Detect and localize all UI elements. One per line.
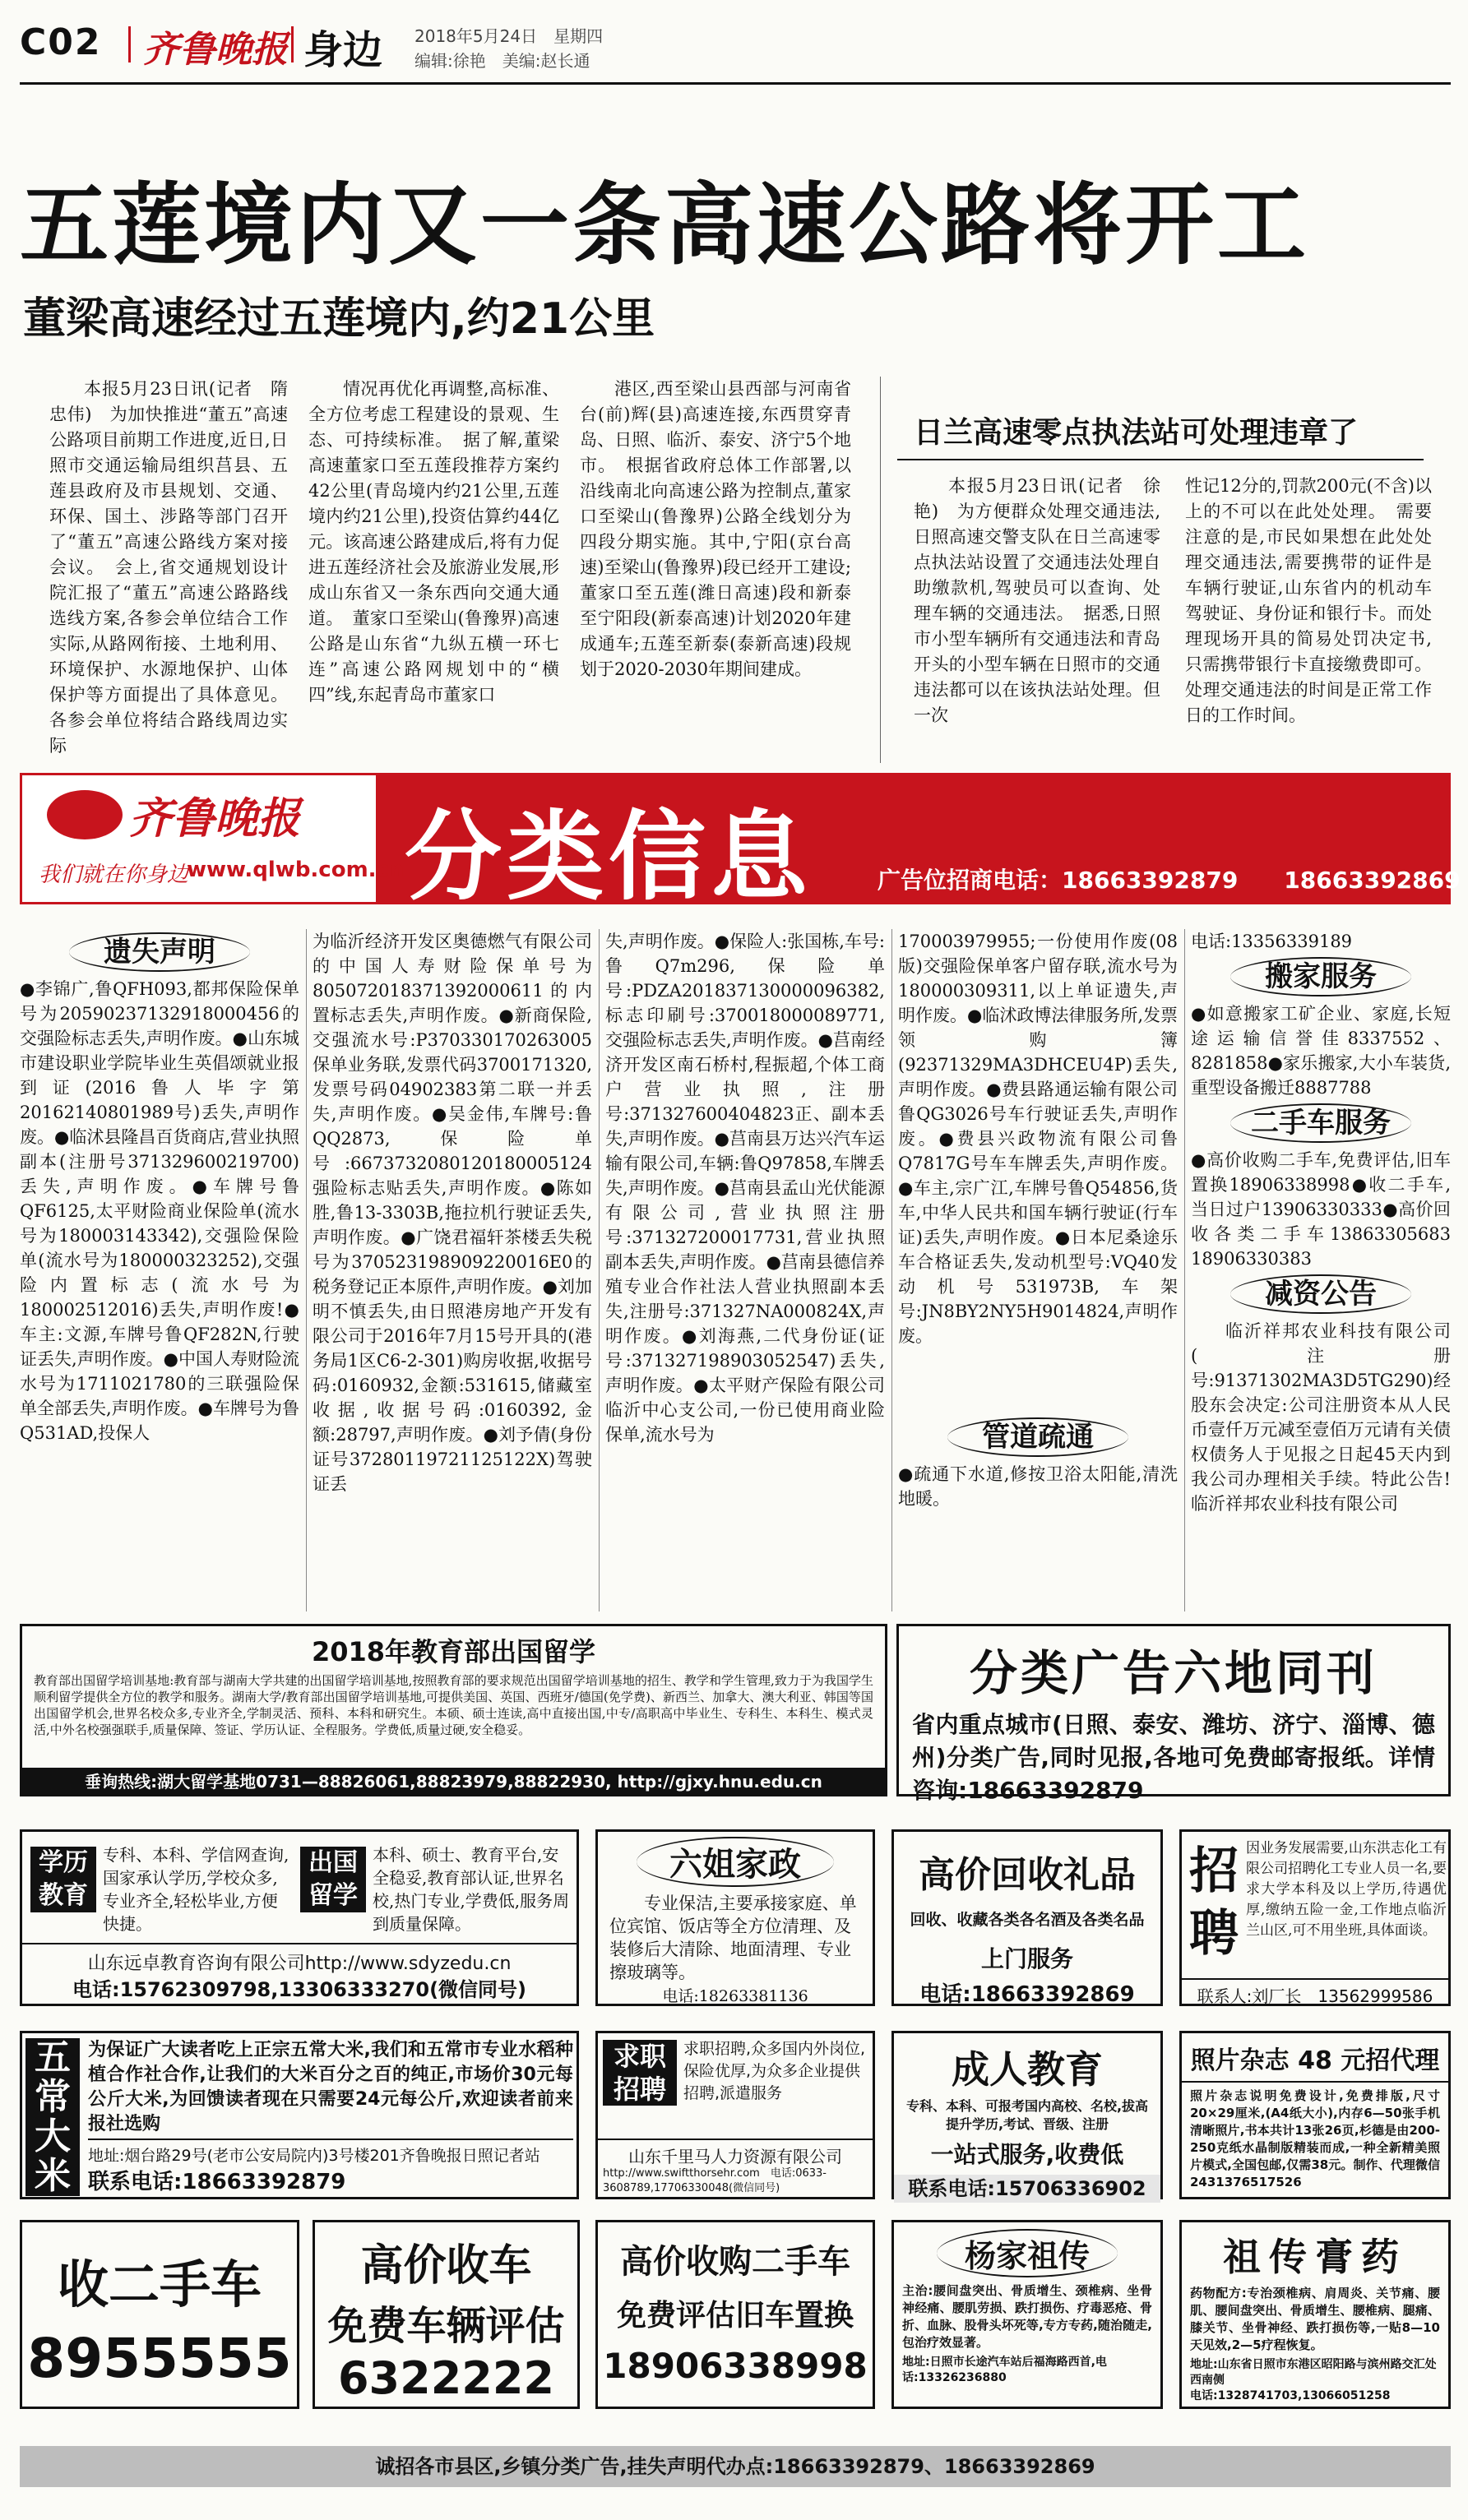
rice-tag: 五常大米 bbox=[25, 2038, 80, 2196]
column-divider bbox=[306, 929, 307, 1611]
issue-date: 2018年5月24日 星期四 bbox=[414, 26, 604, 46]
ad-six-cities bbox=[896, 1624, 1451, 1804]
study-body: 教育部出国留学培训基地:教育部与湖南大学共建的出国留学培训基地,按照教育部的要求规范出国留学培训基地的招生、教学和学生管理,致力于为我国学生顺利留学提供全方位的教学和服务。湖南大学/教育部出国留学培训基地,可提供美国、英国、西班牙/德国(免学费)、新西兰、加拿大、澳大利亚、韩国等国出国留学机会,世界名校众多,专业齐全,学制灵活、预科、本科和研究生。本硕、硕士连读,高中直接出国,中专/高职高中毕业生、专科生、本科生、模式灵活,中外名校强强联手,质量保障、签证、学历认证、全程服务。学费低,质量过硬,安全稳妥。 bbox=[34, 1673, 873, 1737]
classified-column-4 bbox=[898, 929, 1178, 1611]
page-header bbox=[20, 18, 1451, 72]
plaster-text: 药物配方:专治颈椎病、肩周炎、关节痛、腰肌、腰间盘突出、骨质增生、腰椎病、腿痛、膝关节、坐骨神经、跌打损伤等,一贴8—10天见效,2—5疗程恢复。 bbox=[1190, 2286, 1440, 2352]
job-contact: http://www.swiftthorsehr.com 电话:0633-3608789,17706330048(微信同号) bbox=[603, 2167, 827, 2194]
ad-used-car-1 bbox=[20, 2220, 299, 2409]
car1-line-1: 收二手车 bbox=[57, 2254, 262, 2314]
classified-column-1 bbox=[20, 929, 299, 1611]
ad-education bbox=[20, 1829, 579, 2006]
housekeeping-text: 专业保洁,主要承接家庭、单位宾馆、饭店等全方位清理、及装修后大清除、地面清理、专业擦玻璃等。 bbox=[609, 1893, 857, 1982]
car1-phone: 8955555 bbox=[27, 2327, 292, 2390]
ad-gift-recycle bbox=[891, 1829, 1163, 2006]
capital-text: 临沂祥邦农业科技有限公司(注册号:91371302MA3D5TG290)经股东会决定:公司注册资本从人民币壹仟万元减至壹佰万元请有关债权债务人于见报之日起45天内到我公司办理相关手续。特此公告!临沂祥邦农业科技有限公司 bbox=[1191, 1321, 1451, 1514]
sidebar-column-2: 性记12分的,罚款200元(不含)以上的不可以在此处处理。 需要注意的是,市民如果想在此处处理交通违法,需要携带的证件是车辆行驶证,山东省内的机动车驾驶证、身份证和银行卡。而处理现场开具的简易处罚决定书,只需携带银行卡直接缴费即可。处理交通违法的时间是正常工作日的工作时间。 bbox=[1185, 476, 1432, 725]
classified-column-2: 为临沂经济开发区奥德燃气有限公司的中国人寿财险保单号为805072018371392000611的内置标志丢失,声明作废。●新商保险,交强流水号:P37033017026300​5保单业务联,发票代码3700171320,发票号码04902383第二联一并丢失,声明作废。●吴金伟,车牌号:鲁QQ2873,保险单号:667373208012018000512​4强险标志贴丢失,声明作废。●陈如胜,鲁13-3303B,拖拉机行驶证丢失,声明作废。●广饶君福轩茶楼丢失税号为370523198909220016E0的税务登记正本原件,声明作废。●刘加明不慎丢失,由日照港房地产开发有限公司于2016年7月15号开具的(港务局1区C6-2-301)购房收据,收据号码:0160932,金额:531615,储藏室收据,收据号码:0160392,金额:28797,声明作废。●刘予倩(身份证号372801197211251​22X)驾驶证丢 bbox=[313, 932, 592, 1494]
adult-text: 专科、本科、可报考国内高校、名校,拔高提升学历,考试、晋级、注册 bbox=[905, 2098, 1149, 2132]
column-divider bbox=[599, 929, 600, 1611]
gift-phone: 电话:18663392869 bbox=[919, 1982, 1135, 2007]
classified-column-5 bbox=[1191, 929, 1468, 1611]
column-divider bbox=[891, 929, 892, 1611]
photo-title: 照片杂志 48 元招代理 bbox=[1182, 2040, 1448, 2083]
adult-phone: 联系电话:15706336902 bbox=[894, 2175, 1160, 2203]
gift-service: 上门服务 bbox=[980, 1945, 1073, 1972]
article-headline: 五莲境内又一条高速公路将开工 bbox=[20, 174, 1310, 277]
plaster-phone: 电话:13287417​03,13066051258 bbox=[1190, 2389, 1391, 2402]
ad-photo-magazine bbox=[1179, 2031, 1451, 2199]
header-divider bbox=[128, 26, 131, 62]
lost-list-4: 170003979955;一份使用作废(08版)交强险保单客户留存联,流水号为180000309311,以上单证遗失,声明作废。●临沭政博法律服务所,发票领购簿(92371329MA3DHCEU4P)丢失,声明作废。●费县路通运输有限公司鲁QG3026号车行驶证丢失,声明作废。●费县兴政物流有限公司鲁Q7817G号车车牌丢失,声明作废。●车主,宗广江,车牌号鲁Q54856,货车,中华人民共和国车辆行驶证(行车证)丢失,声明作废。●日本尼桑途乐车合格证丢失,发动机型号:VQ40发动机号531973B,车架号:JN8BY2NY5H9014824,声明作废。 bbox=[898, 932, 1178, 1346]
section-name: 身边 bbox=[303, 27, 383, 73]
yang-title: 杨家祖传 bbox=[937, 2229, 1118, 2277]
edu-tag-1: 学历教育 bbox=[30, 1847, 96, 1912]
photo-text: 照片杂志说明免费设计,免费排版,尺寸20×29厘米,(A4纸大小),内存6—50张手机清晰照片,书本共计13张26页,杉德是由200-250克纸水晶制版精装而成,一种全新精美照片模式,全国包邮,仅需38元。制作、代理微信2431376517526 bbox=[1190, 2088, 1440, 2189]
article-column-3: 港区,西至梁山县西部与河南省台(前)辉(县)高速连接,东西贯穿青岛、日照、临沂、泰安、济宁5个地市。 根据省政府总体工作部署,以沿线南北向高速公路为控制点,董家口至梁山(鲁豫界)公路全线划分为四段分期实施。其中,宁阳(京台高速)至梁山(鲁豫界)段已经开工建设;董家口至五莲(潍日高速)段和新泰至宁阳段(新泰高速)计划2020年建成通车;五莲至新泰(泰新高速)段规划于2020-2030年期间建成。 bbox=[580, 379, 851, 679]
page-number: C02 bbox=[20, 21, 102, 63]
study-hotline: 垂询热线:湖大留学基地0731—88826061,88823979,88822930, http://gjxy.hnu.edu.cn bbox=[22, 1768, 885, 1796]
header-rule bbox=[20, 82, 1451, 85]
edu-company: 山东远卓教育咨询有限公司http://www.sdyzedu.cn bbox=[22, 1943, 577, 1975]
column-divider bbox=[1184, 929, 1185, 1611]
sidebar-box bbox=[880, 377, 1451, 763]
banner-url: www.qlwb.com.cn bbox=[187, 858, 405, 882]
ad-housekeeping bbox=[595, 1829, 875, 2006]
article-column-2: 情况再优化再调整,高标准、全方位考虑工程建设的景观、生态、可持续标准。 据了解,董梁高速董家口至五莲段推荐方案约42公里(青岛境内约21公里,五莲境内约21公里),投资估算约44亿元。该高速公路建成后,将有力促进五莲经济社会及旅游业发展,形成山东省又一条东西向交通大通道。 董家口至梁山(鲁豫界)高速公路是山东省“九纵五横一环七连”高速公路网规划中的“横四”线,东起青岛市董家口 bbox=[308, 379, 559, 705]
ad-plaster bbox=[1179, 2220, 1451, 2409]
plaster-address: 地址:山东省日照市东港区昭阳路与滨州路交汇处西南侧 bbox=[1190, 2358, 1437, 2387]
move-text: ●如意搬家工矿企业、家庭,长短途运输信誉佳8337552、8281858●家乐搬家,大小车装货,重型设备搬迁8887788 bbox=[1191, 1004, 1451, 1098]
article-subhead: 董梁高速经过五莲境内,约21公里 bbox=[23, 294, 655, 344]
footer-bar: 诚招各市县区,乡镇分类广告,挂失声明代办点:18663392879、18663392869 bbox=[20, 2446, 1451, 2487]
job-tag: 求职招聘 bbox=[603, 2040, 677, 2106]
used-car-text: ●高价收购二手车,免费评估,旧车置换18906338998●收二手车,当日过户13906330333●高价回收各类二手车13863305683 18906330383 bbox=[1191, 1150, 1468, 1269]
drain-text: ●疏通下水道,修按卫浴太阳能,清洗地暖。 bbox=[898, 1464, 1178, 1509]
logo-emblem-icon bbox=[47, 790, 123, 839]
car2-line-2: 免费车辆评估 bbox=[327, 2303, 565, 2349]
six-title: 分类广告六地同刊 bbox=[969, 1645, 1378, 1701]
used-car-title: 二手车服务 bbox=[1230, 1103, 1411, 1143]
banner-title: 分类信息 bbox=[405, 800, 813, 913]
move-title: 搬家服务 bbox=[1230, 957, 1411, 996]
ad-recruit bbox=[1179, 1829, 1451, 2006]
editor-credits: 编辑:徐艳 美编:赵长通 bbox=[414, 51, 590, 71]
plaster-title: 祖传膏药 bbox=[1223, 2235, 1407, 2279]
housekeeping-title: 六姐家政 bbox=[637, 1837, 834, 1887]
ad-used-car-3 bbox=[595, 2220, 875, 2409]
move-phone: 电话:13356339189 bbox=[1191, 932, 1353, 951]
car3-line-2: 免费评估旧车置换 bbox=[616, 2299, 854, 2333]
rice-address: 地址:烟台路29号(老市公安局院内)3号楼201齐鲁晚报日照记者站 bbox=[88, 2139, 573, 2166]
edu-phone: 电话:15762309798,13306333270(微信同号) bbox=[72, 1978, 527, 2001]
recruit-text: 因业务发展需要,山东洪志化工有限公司招聘化工专业人员一名,要求大学本科及以上学历,待遇优厚,缴纳五险一金,工作地点临沂兰山区,可不用坐班,具体面谈。 bbox=[1246, 1840, 1447, 1939]
sidebar-column-1: 本报5月23日讯(记者 徐艳) 为方便群众处理交通违法,日照高速交警支队在日兰高速零点执法站设置了交通违法处理自助缴款机,驾驶员可以查询、处理车辆的交通违法。 据悉,日照市小型车辆所有交通违法和青岛开头的小型车辆在日照市的交通违法都可以在该执法站处理。但一次 bbox=[914, 476, 1160, 725]
ad-yang-family bbox=[891, 2220, 1163, 2409]
ad-wuchang-rice bbox=[20, 2031, 579, 2199]
banner-slogan: 我们就在你身边 bbox=[39, 862, 189, 887]
study-title: 2018年教育部出国留学 bbox=[311, 1636, 596, 1667]
adult-title: 成人教育 bbox=[952, 2047, 1103, 2092]
recruit-tag: 招聘 bbox=[1189, 1843, 1239, 1963]
sidebar-rule bbox=[897, 459, 1424, 460]
newspaper-logo: 齐鲁晚报 bbox=[143, 29, 288, 71]
adult-line: 一站式服务,收费低 bbox=[930, 2141, 1124, 2168]
car2-phone: 6322222 bbox=[337, 2352, 554, 2404]
six-body: 省内重点城市(日照、泰安、潍坊、济宁、淄博、德州)分类广告,同时见报,各地可免费邮寄报纸。详情咨询:18663392879 bbox=[912, 1711, 1435, 1804]
banner-logo: 齐鲁晚报 bbox=[129, 793, 301, 844]
ad-used-car-2 bbox=[313, 2220, 580, 2409]
sidebar-title: 日兰高速零点执法站可处理违章了 bbox=[914, 416, 1359, 450]
classified-column-3: 失,声明作废。●保险人:张国栋,车号:鲁Q7m296,保险单号:PDZA201837130000096382,标志印刷号:370018000089771,交强险标志丢失,声明作废。●莒南经济开发区南石桥村,程振超,个体工商户营业执照,注册号:371327600404823正、副本丢失,声明作废。●莒南县万达兴汽车运输有限公司,车辆:鲁Q97858,车牌丢失,声明作废。●莒南县孟山光伏能源有限公司,营业执照注册号:371327200017731,营业执照副本丢失,声明作废。●莒南县德信养殖专业合作社法人营业执照副本丢失,注册号:371327NA000824X,声明作废。●刘海燕,二代身份证(证号:371327198903052547)丢失,声明作废。●太平财产保险有限公司临沂中心支公司,一份已使用商业险保单,流水号为 bbox=[605, 932, 885, 1445]
ad-adult-education bbox=[891, 2031, 1163, 2199]
recruit-contact: 联系人:刘厂长 13562999586 bbox=[1182, 1978, 1448, 2007]
job-company: 山东千里马人力资源有限公司 bbox=[598, 2139, 873, 2167]
lost-list-1: ●李锦广,鲁QFH093,都邦保险保单号为205902371329180004​56的交强险标志丢失,声明作废。●山东城市建设职业学院毕业生英倡颂就业报到证(2016鲁人毕字第20162140801989号)丢失,声明作废。●临沭县隆昌百货商店,营业执照副本(注册号371329600219700)丢失,声明作废。●车牌号鲁QF6125,太平财险商业保险单(流水号为180003143342),交强险保险单(流水号为180000323252),交强险内置标志(流水号为18000251201​6)丢失,声明作废!●车主:文源,车牌号鲁QF282N,行驶证丢失,声明作废。●中国人寿财险流水号为1711021780的三联强险保单全部丢失,声明作废。●车牌号为鲁Q531AD,投保人 bbox=[20, 979, 299, 1443]
article-column-1: 本报5月23日讯(记者 隋忠伟) 为加快推进“董五”高速公路项目前期工作进度,近日,日照市交通运输局组织莒县、五莲县政府及市县规划、交通、环保、国土、涉路等部门召开了“董五”高速公路线方案对接会议。 会上,省交通规划设计院汇报了“董五”高速公路路线选线方案,各参会单位结合工作实际,从路网衔接、土地利用、环境保护、水源地保护、山体保护等方面提出了具体意见。各参会单位将结合路线周边实际 bbox=[49, 379, 288, 756]
ad-study-abroad bbox=[20, 1624, 887, 1796]
lost-title: 遗失声明 bbox=[69, 932, 250, 972]
car3-line-1: 高价收购二手车 bbox=[620, 2243, 850, 2281]
car3-phone: 18906338998 bbox=[603, 2346, 868, 2386]
edu-text-2: 本科、硕士、教育平台,安全稳妥,教育部认证,世界名校,热门专业,学费低,服务周到质量保障。 bbox=[373, 1845, 570, 1934]
ad-job bbox=[595, 2031, 875, 2199]
edu-tag-2: 出国留学 bbox=[300, 1847, 366, 1912]
drain-title: 管道疏通 bbox=[947, 1417, 1128, 1457]
gift-text: 回收、收藏各类各名酒及各类名品 bbox=[910, 1911, 1145, 1929]
rice-text: 为保证广大读者吃上正宗五常大米,我们和五常市专业水稻种植合作社合作,让我们的大米百分之百的纯正,市场价30元每公斤大米,为回馈读者现在只需要24元每公斤,欢迎读者前来报社选购 bbox=[88, 2040, 573, 2134]
car2-line-1: 高价收车 bbox=[360, 2241, 532, 2291]
edu-text-1: 专科、本科、学信网查询,国家承认学历,学校众多,专业齐全,轻松毕业,方便快捷。 bbox=[103, 1845, 289, 1934]
housekeeping-phone: 电话:18263381136 bbox=[662, 1987, 808, 2005]
header-divider bbox=[291, 26, 294, 62]
banner-phone: 广告位招商电话：18663392879 18663392869 bbox=[878, 867, 1461, 894]
yang-address: 地址:日照市长途汽车站后福海路西首,电话:13326236880 bbox=[902, 2356, 1107, 2384]
banner-logo-panel bbox=[22, 775, 405, 902]
classified-banner bbox=[20, 773, 1461, 913]
job-text: 求职招聘,众多国内外岗位,保险优厚,为众多企业提供招聘,派遣服务 bbox=[683, 2040, 866, 2102]
gift-title: 高价回收礼品 bbox=[919, 1854, 1136, 1896]
rice-phone: 联系电话:18663392879 bbox=[88, 2170, 346, 2194]
capital-title: 减资公告 bbox=[1230, 1274, 1411, 1314]
yang-text: 主治:腰间盘突出、骨质增生、颈椎病、坐骨神经痛、腰肌劳损、跌打损伤、疗毒恶疮、骨折、血脉、股骨头坏死等,专方专药,随治随走,包治疗效显著。 bbox=[902, 2283, 1152, 2350]
